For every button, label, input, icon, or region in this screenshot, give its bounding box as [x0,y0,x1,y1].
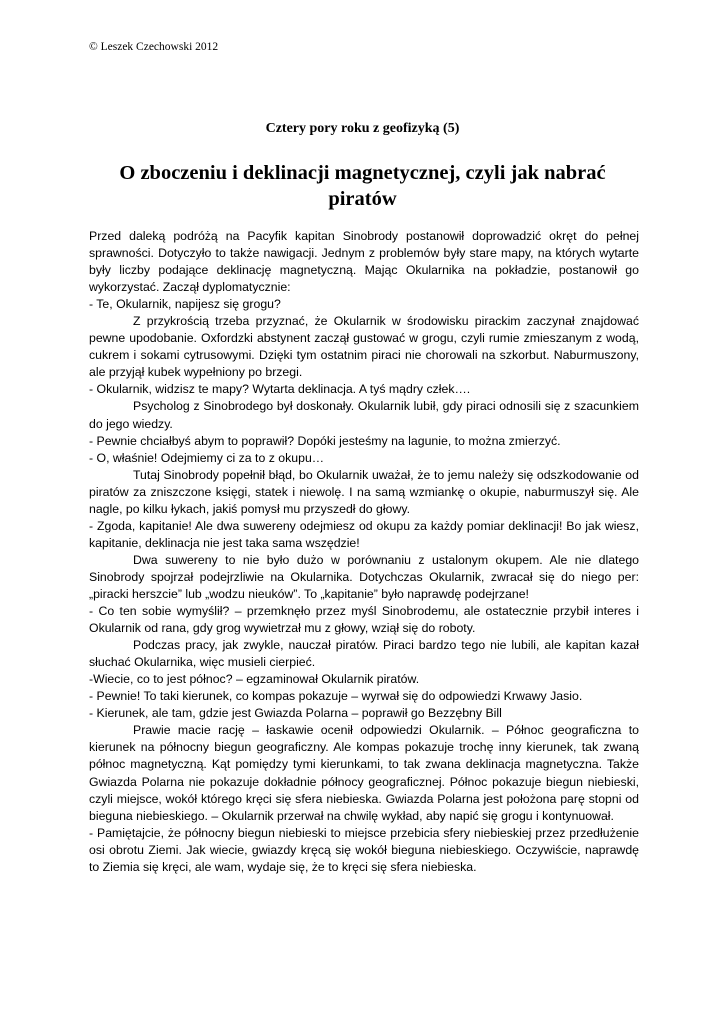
paragraph: Podczas pracy, jak zwykle, nauczał piratów. Piraci bardzo tego nie lubili, ale kapitan kazał słuchać Okularnika, więc musieli cierpieć. [89,638,639,670]
paragraph: Przed daleką podróżą na Pacyfik kapitan Sinobrody postanowił doprowadzić okręt do pełnej sprawności. Dotyczyło to także nawigacji. Jednym z problemów były stare mapy, na których wytarte były liczby podające deklinację magnetyczną. Mając Okularnika na pokładzie, postanowił go wykorzystać. Zaczął dyplomatycznie: [89,229,639,295]
paragraph: - O, właśnie! Odejmiemy ci za to z okupu… [89,450,325,465]
paragraph: - Te, Okularnik, napijesz się grogu? [89,297,281,312]
article-title: O zboczeniu i deklinacji magnetycznej, czyli jak nabrać piratów [119,162,606,210]
paragraph: - Pamiętajcie, że północny biegun niebieski to miejsce przebicia sfery niebieskiej przez przedłużenie osi obrotu Ziemi. Jak wiecie, gwiazdy kręcą się wokół bieguna niebieskiego. Oczywiście, naprawdę to Ziemia się kręci, ale wam, wydaje się, że to kręci się sfera niebieska. [89,825,639,874]
article-body [89,228,639,876]
paragraph: Dwa suwereny to nie było dużo w porównaniu z ustalonym okupem. Ale nie dlatego Sinobrody spojrzał podejrzliwie na Okularnika. Dotychczas Okularnik, zwracał się do niego per: „piracki herszcie” lub „wodzu nieuków”. To „kapitanie” było naprawdę podejrzane! [89,552,639,601]
paragraph: -Wiecie, co to jest północ? – egzaminował Okularnik piratów. [89,672,420,687]
paragraph: - Kierunek, ale tam, gdzie jest Gwiazda Polarna – poprawił go Bezzębny Bill [89,706,502,721]
paragraph: - Pewnie chciałbyś abym to poprawił? Dopóki jesteśmy na lagunie, to można zmierzyć. [89,433,561,448]
paragraph: - Okularnik, widzisz te mapy? Wytarta deklinacja. A tyś mądry człek…. [89,382,471,397]
paragraph: Prawie macie rację – łaskawie ocenił odpowiedzi Okularnik. – Północ geograficzna to kierunek na północny biegun geograficzny. Ale kompas pokazuje trochę inny kierunek, tak zwaną północ magnetyczną. Kąt pomiędzy tymi kierunkami, to tak zwana deklinacja magnetyczna. Także Gwiazda Polarna nie pokazuje dokładnie północy geograficznej. Północ pokazuje biegun niebieski, czyli miejsce, wokół którego kręci się sfera niebieska. Gwiazda Polarna jest położona parę stopni od bieguna niebieskiego. – Okularnik przerwał na chwilę wykład, aby napić się grogu i kontynuował. [89,723,639,823]
paragraph: - Zgoda, kapitanie! Ale dwa suwereny odejmiesz od okupu za każdy pomiar deklinacji! Bo jak wiesz, kapitanie, deklinacja nie jest taka sama wszędzie! [89,518,639,550]
paragraph: Z przykrością trzeba przyznać, że Okularnik w środowisku pirackim zaczynał znajdować pewne upodobanie. Oxfordzki abstynent zaczął gustować w grogu, czyli rumie zmieszanym z wodą, cukrem i sokami cytrusowymi. Dzięki tym ostatnim piraci nie chorowali na szkorbut. Naburmuszony, ale przyjął kubek wypełniony po brzegi. [89,314,639,380]
paragraph: - Co ten sobie wymyślił? – przemknęło przez myśl Sinobrodemu, ale ostatecznie przybił interes i Okularnik od rana, gdy grog wywietrzał mu z głowy, wziął się do roboty. [89,604,639,636]
series-title: Cztery pory roku z geofizyką (5) [265,121,460,136]
paragraph: Tutaj Sinobrody popełnił błąd, bo Okularnik uważał, że to jemu należy się odszkodowanie od piratów za zniszczone księgi, statek i niewolę. I na samą wzmiankę o okupie, naburmuszył się. Ale nagle, po kilku łykach, jakiś pomysł mu przyszedł do głowy. [89,467,639,516]
paragraph: - Pewnie! To taki kierunek, co kompas pokazuje – wyrwał się do odpowiedzi Krwawy Jasio. [89,689,583,704]
copyright-notice: © Leszek Czechowski 2012 [89,41,219,53]
paragraph: Psycholog z Sinobrodego był doskonały. Okularnik lubił, gdy piraci odnosili się z szacunkiem do jego wiedzy. [89,399,639,431]
